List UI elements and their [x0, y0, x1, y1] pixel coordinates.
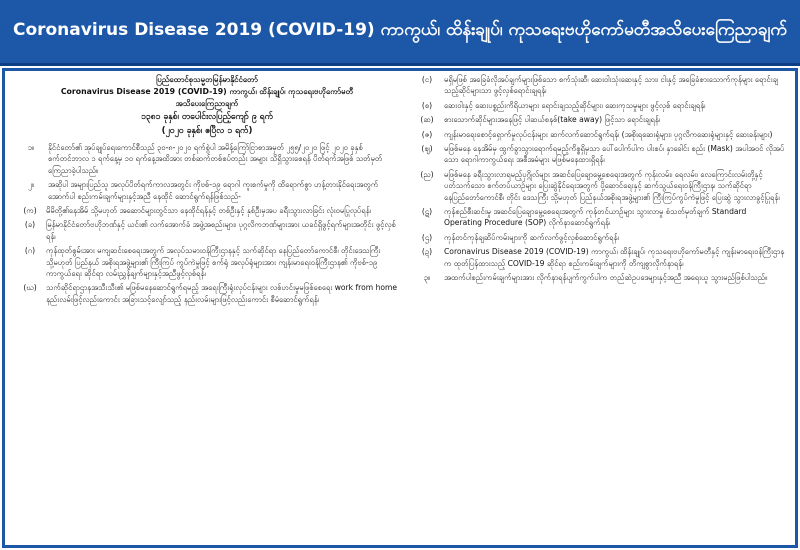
list-item-text: သက်ဆိုင်ရာဌာနအသီးသီး၏ မဖြစ်မနေဆောင်ရွက်ရမည့် အရေးကြီးရုံးလုပ်ငန်းများ လစ်ဟင်းမှုမဖြစ်စေရေး work from home နည်းလမ်းဖြင့်လည်းကောင်း အခြားသင့်လျော်သည့် နည်းလမ်းများဖြင့်လည်းကောင်း စီမံဆောင်ရွက်ရန်၊ [46, 283, 398, 304]
list-item-marker: (င) [421, 75, 433, 84]
list-item-text: မဖြစ်မနေ နေအိမ်မှ ထွက်ခွာသွားရောက်ရမည့်ကိစ္စရှိမှသာ ပေါ်ပေါက်ပါက ပါးစပ်၊ နှာခေါင်း စည်း (Mask) အပါအဝင် လိုအပ်သော ရောဂါကာကွယ်ရေး အစီအမံများ မဖြစ်မနေထားရှိရန်၊ [444, 144, 785, 165]
paragraph-1-text: နိုင်ငံတော်၏ အုပ်ချုပ်ရေးကောင်စီသည် ၃၀-၈-၂၀၂၀ ရက်စွဲပါ အမိန့်ကြော်ငြာစာအမှတ် ၂၅၅/၂၀၂၀ ဖြင့် ၂၀၂၀ ခုနှစ် စက်တင်ဘာလ ၁ ရက်နေ့မှ ၁၀ ရက်နေ့အထိအား တစ်ဆက်တစ်စပ်တည်း အများ သိရှိသွားစေရန် ပိတ်ရက်အဖြစ် သတ်မှတ်ကြေညာခဲ့ပါသည်။ [48, 143, 383, 175]
list-item-marker: (ဃ) [23, 283, 37, 293]
list-item [410, 246, 786, 269]
right-column [410, 74, 786, 544]
list-item [410, 114, 786, 125]
list-item [410, 100, 786, 111]
list-item [14, 282, 400, 305]
list-item [410, 143, 786, 166]
announcement-header [14, 74, 400, 138]
list-item-text: ကျန်းမာရေးစောင့်ရှောက်မှုလုပ်ငန်းများ ဆက်လက်ဆောင်ရွက်ရန်၊ (အစိုးရဆေးရုံများ၊ ပုဂ္ဂလိကဆေးရုံများနှင့် ဆေးခန်းများ) [444, 129, 773, 139]
banner-title: Coronavirus Disease 2019 (COVID-19) ကာကွယ်၊ ထိန်းချုပ်၊ ကုသရေးဗဟိုကော်မတီအသိပေးကြေညာချက် [12, 20, 788, 40]
list-item [410, 129, 786, 140]
list-item-marker: (ဈ) [421, 144, 433, 154]
list-item-text: ဆေးဝါးနှင့် ဆေးပစ္စည်းကိရိယာများ ရောင်းချသည့်ဆိုင်များ၊ ဆေးကုသမှုများ ဖွင့်လှစ် ရောင်းချရန်၊ [444, 100, 706, 110]
list-item [410, 74, 786, 97]
list-item-marker: (ဌ) [421, 232, 433, 242]
list-item [410, 232, 786, 243]
list-item-text: ကုန်ထုတ်စွမ်းအား မကျဆင်းစေရေးအတွက် အလုပ်သမားဝန်ကြီးဌာနနှင့် သက်ဆိုင်ရာ နေပြည်တော်ကောင်စီ၊ တိုင်းဒေသကြီး သို့မဟုတ် ပြည်နယ် အစိုးရအဖွဲ့များ၏ ကြီးကြပ် ကွပ်ကဲမှုဖြင့် စက်ရုံ အလုပ်ရုံများအား ကျန်းမာရေးဝန်ကြီးဌာန၏ ကိုဗစ်-၁၉ ကာကွယ်ရေး ဆိုင်ရာ လမ်းညွှန်ချက်များနှင့်အညီဖွင့်လှစ်ရန်၊ [46, 246, 381, 279]
list-item [14, 205, 400, 216]
header-country: ပြည်ထောင်စုသမ္မတမြန်မာနိုင်ငံတော် [156, 75, 258, 84]
header-committee: Coronavirus Disease 2019 (COVID-19) ကာကွယ်၊ ထိန်းချုပ်၊ ကုသရေးဗဟိုကော်မတီ [60, 87, 354, 96]
list-item-marker: (ဆ) [420, 115, 434, 125]
list-item-text: စားသောက်ဆိုင်များအနေဖြင့် ပါဆယ်စနစ်(take away) ဖြင့်သာ ရောင်းချရန်၊ [444, 115, 660, 125]
paragraph-2-number: ၂။ [27, 180, 35, 190]
list-item-text: ကုန်တင်ကုန်ချဆိပ်ကမ်းများကို ဆက်လက်ဖွင့်လှစ်ဆောင်ရွက်ရန်၊ [444, 232, 619, 242]
title-banner [0, 0, 800, 66]
list-item-marker: (ခ) [24, 220, 36, 230]
list-item-marker: (စ) [421, 100, 433, 110]
paragraph-2 [14, 179, 400, 202]
list-item [14, 245, 400, 279]
list-item [410, 206, 786, 229]
list-item-text: Coronavirus Disease 2019 (COVID-19) ကာကွယ်၊ ထိန်းချုပ်၊ ကုသရေးဗဟိုကော်မတီနှင့် ကျန်းမာရေးဝန်ကြီးဌာနက ထုတ်ပြန်ထားသည့် COVID-19 ဆိုင်ရာ စည်းကမ်းချက်များကို တိကျစွာလိုက်နာရန်၊ [444, 247, 785, 268]
paragraph-1-number: ၁။ [27, 143, 35, 152]
left-column [14, 74, 400, 544]
paragraph-2-text: အဆိုပါ အများပြည်သူ အလုပ်ပိတ်ရက်ကာလအတွင်း ကိုဗစ်-၁၉ ရောဂါ ကူးစက်မှုကို ထိရောက်စွာ ဟန့်တားနိုင်ရေးအတွက် အောက်ပါ စည်းကမ်းချက်များနှင့်အညီ နေထိုင် ဆောင်ရွက်ရန်ဖြစ်သည်- [48, 180, 379, 201]
list-item-text: မဖြစ်မနေ ခရီးသွားလာရမည့်ပုဂ္ဂိုလ်များ အဆင်ပြေချောမွေ့စေရေးအတွက် ကုန်းလမ်း၊ ရေလမ်း၊ လေကြောင်းလမ်းတို့နှင့် ပတ်သက်သော စက်တပ်ယာဉ်များ ပြေးဆွဲနိုင်ရေးအတွက် ပို့ဆောင်ရေးနှင့် ဆက်သွယ်ရေးဝန်ကြီးဌာန၊ သက်ဆိုင်ရာ နေပြည်တော်ကောင်စီ၊ တိုင်း ဒေသကြီး သို့မဟုတ် ပြည်နယ်အစိုးရအဖွဲ့များ၏ ကြီးကြပ်ကွပ်ကဲမှုဖြင့် ပြေးဆွဲ သွားလာခွင့်ပြုရန်၊ [444, 169, 780, 202]
header-doc-type: အသိပေးကြေညာချက် [175, 99, 239, 108]
list-item-marker: (ည) [420, 169, 434, 179]
list-item [14, 219, 400, 242]
list-item-text: မရှိမဖြစ် အခြေခံလိုအပ်ချက်များဖြစ်သော စက်သုံးဆီ၊ ဆေးဝါးသုံးဆေးနှင့် သား၊ ငါးနှင့် အခြေခံစားသောက်ကုန်များ ရောင်းချသည့်ဆိုင်များသာ ဖွင့်လှစ်ရောင်းချရန်၊ [444, 75, 779, 96]
list-item-text: ကုန်စည်စီးဆင်းမှု အဆင်ပြေချောမွေ့စေရေးအတွက် ကုန်တင်ယာဉ်များ သွားလာမှု စံသတ်မှတ်ချက် Standard Operating Procedure (SOP) လိုက်နာဆောင်ရွက်ရန်၊ [444, 207, 747, 228]
list-item-marker: (က) [23, 206, 37, 216]
paragraph-3 [410, 272, 786, 283]
list-item-marker: (ဂ) [24, 246, 36, 256]
paragraph-1 [14, 142, 400, 176]
list-item-marker: (ဋ) [421, 207, 433, 217]
left-sub-items [14, 205, 400, 305]
header-date-gregorian: (၂၀၂၀ ခုနှစ်၊ ဧပြီလ ၁ ရက်) [161, 126, 253, 136]
list-item-text: မိမိတို့၏နေအိမ် သို့မဟုတ် အဆောင်များတွင်သာ နေထိုင်ရန်နှင့် တစ်ဦးနှင့် နှစ်ဦးမှအပ ခရီးသွားလာခြင်း လုံးဝမပြုလုပ်ရန်၊ [46, 206, 371, 216]
list-item-marker: (ဍ) [421, 247, 433, 257]
list-item [410, 169, 786, 203]
list-item-marker: (ဇ) [421, 129, 433, 139]
paragraph-3-number: ၃။ [423, 273, 431, 283]
list-item-text: မြန်မာနိုင်ငံတော်ဗဟိုဘဏ်နှင့် ယင်း၏ လက်အောက်ခံ အဖွဲ့အစည်းများ၊ ပုဂ္ဂလိကဘဏ်များအား ယခင်ရှိဖွင့်ရက်များအတိုင်း ဖွင့်လှစ်ရန်၊ [46, 220, 396, 241]
header-date-myanmar: ၁၃၈၁ ခုနှစ်၊ တပေါင်းလပြည့်ကျော် ၉ ရက် [140, 112, 274, 122]
paragraph-3-text: အထက်ပါစည်းကမ်းချက်များအား လိုက်နာရန်ပျက်ကွက်ပါက တည်ဆဲဥပဒေများနှင့်အညီ အရေးယူ သွားမည်ဖြစ်ပါသည်။ [444, 273, 768, 283]
